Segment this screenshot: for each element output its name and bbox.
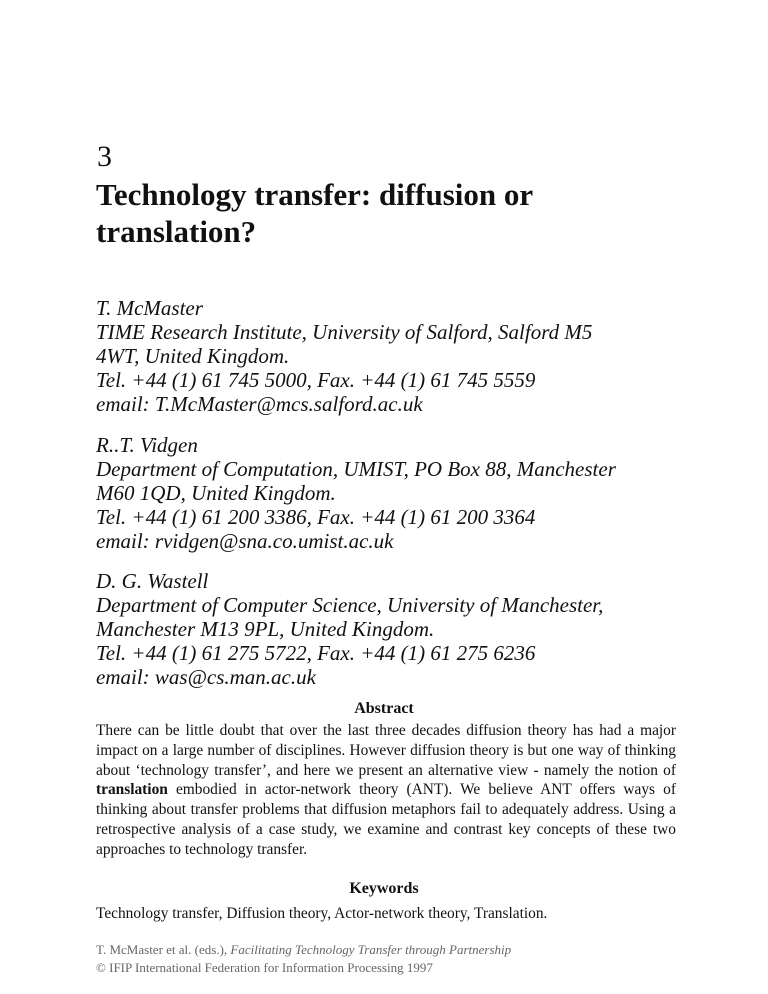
chapter-number: 3 <box>97 140 112 173</box>
abstract-heading: Abstract <box>354 700 414 717</box>
author-email: email: T.McMaster@mcs.salford.ac.uk <box>96 392 423 416</box>
title-line-2: translation? <box>96 214 257 249</box>
author-name: T. McMaster <box>96 296 203 320</box>
footer-editors: T. McMaster et al. (eds.), <box>96 942 231 957</box>
author-email: email: was@cs.man.ac.uk <box>96 665 316 689</box>
author-address: TIME Research Institute, University of Salford, Salford M5 <box>96 320 593 344</box>
author-tel: Tel. +44 (1) 61 745 5000, Fax. +44 (1) 61 745 5559 <box>96 368 536 392</box>
author-address: Manchester M13 9PL, United Kingdom. <box>96 617 435 641</box>
author-block-3 <box>96 569 736 689</box>
author-tel: Tel. +44 (1) 61 275 5722, Fax. +44 (1) 61 275 6236 <box>96 641 536 665</box>
abstract-text <box>96 721 676 860</box>
author-email: email: rvidgen@sna.co.umist.ac.uk <box>96 529 394 553</box>
author-address: M60 1QD, United Kingdom. <box>96 481 336 505</box>
author-address: Department of Computer Science, University of Manchester, <box>96 593 604 617</box>
footer-citation <box>96 941 511 959</box>
footer-copyright: © IFIP International Federation for Information Processing 1997 <box>96 960 433 975</box>
author-address: Department of Computation, UMIST, PO Box 88, Manchester <box>96 457 616 481</box>
author-address: 4WT, United Kingdom. <box>96 344 290 368</box>
author-tel: Tel. +44 (1) 61 200 3386, Fax. +44 (1) 61 200 3364 <box>96 505 536 529</box>
author-block-1 <box>96 296 736 416</box>
author-name: R..T. Vidgen <box>96 433 198 457</box>
abstract-bold-term: translation <box>96 781 168 799</box>
author-block-2 <box>96 433 736 553</box>
title-line-1: Technology transfer: diffusion or <box>96 177 534 212</box>
keywords-heading: Keywords <box>349 880 419 897</box>
page-footer <box>96 941 511 977</box>
author-name: D. G. Wastell <box>96 569 209 593</box>
footer-book-title: Facilitating Technology Transfer through Partnership <box>230 942 512 957</box>
paper-title <box>96 176 696 250</box>
abstract-text-part: embodied in actor-network theory (ANT). We believe ANT offers ways of thinking about transfer problems that diffusion metaphors fail to adequately address. Using a retrospective analysis of a case study, we examine and contrast key concepts of these two approaches to technology transfer. <box>96 781 676 858</box>
keywords-text: Technology transfer, Diffusion theory, Actor-network theory, Translation. <box>96 905 548 922</box>
abstract-text-part: There can be little doubt that over the last three decades diffusion theory has had a major impact on a large number of disciplines. However diffusion theory is but one way of thinking about ‘technology transfer’, and here we present an alternative view - namely the notion of <box>96 722 676 779</box>
